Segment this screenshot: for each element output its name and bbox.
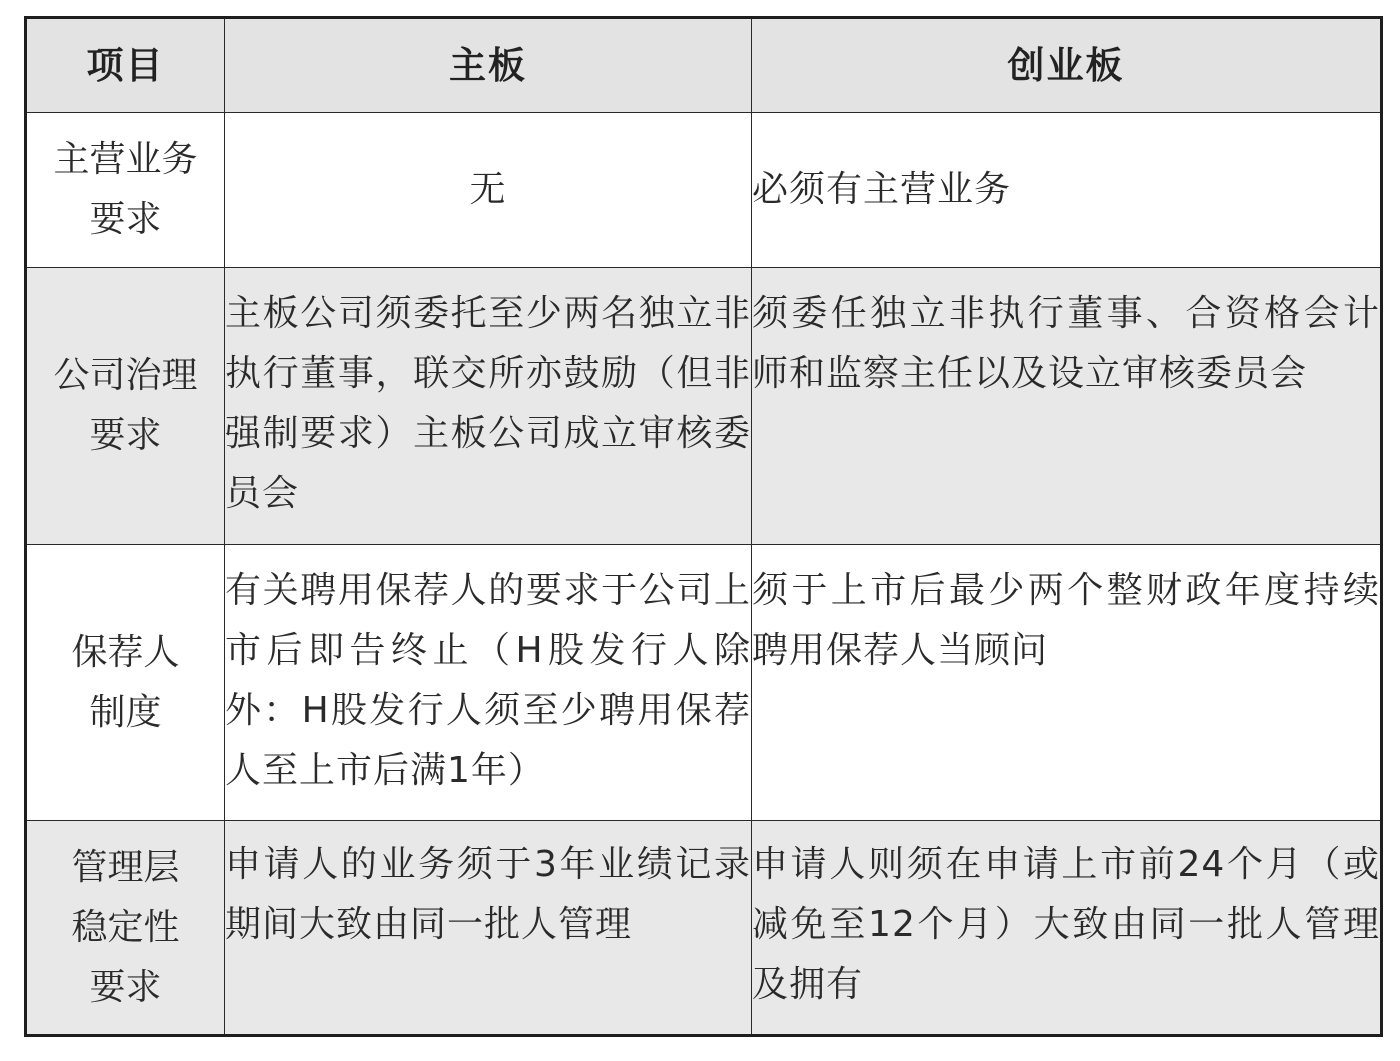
row-item-label: 主营业务 要求 xyxy=(26,113,225,268)
row-main-board-cell: 主板公司须委托至少两名独立非执行董事，联交所亦鼓励（但非强制要求）主板公司成立审核委员会 xyxy=(225,268,752,545)
row-gem-cell: 须委任独立非执行董事、合资格会计师和监察主任以及设立审核委员会 xyxy=(752,268,1382,545)
row-item-label: 公司治理 要求 xyxy=(26,268,225,545)
row-main-board-cell: 申请人的业务须于3年业绩记录期间大致由同一批人管理 xyxy=(225,821,752,1036)
row-item-label: 管理层 稳定性 要求 xyxy=(26,821,225,1036)
table-row xyxy=(26,113,1382,268)
table-row xyxy=(26,545,1382,821)
table-row xyxy=(26,268,1382,545)
table-row xyxy=(26,821,1382,1036)
header-main-board: 主板 xyxy=(225,18,752,113)
row-gem-cell: 必须有主营业务 xyxy=(752,113,1382,268)
header-gem: 创业板 xyxy=(752,18,1382,113)
table-header-row xyxy=(26,18,1382,113)
comparison-table xyxy=(24,16,1383,1037)
row-main-board-cell: 有关聘用保荐人的要求于公司上市后即告终止（H股发行人除外：H股发行人须至少聘用保荐人至上市后满1年） xyxy=(225,545,752,821)
header-item: 项目 xyxy=(26,18,225,113)
row-gem-cell: 须于上市后最少两个整财政年度持续聘用保荐人当顾问 xyxy=(752,545,1382,821)
row-item-label: 保荐人 制度 xyxy=(26,545,225,821)
row-gem-cell: 申请人则须在申请上市前24个月（或减免至12个月）大致由同一批人管理及拥有 xyxy=(752,821,1382,1036)
row-main-board-cell: 无 xyxy=(225,113,752,268)
